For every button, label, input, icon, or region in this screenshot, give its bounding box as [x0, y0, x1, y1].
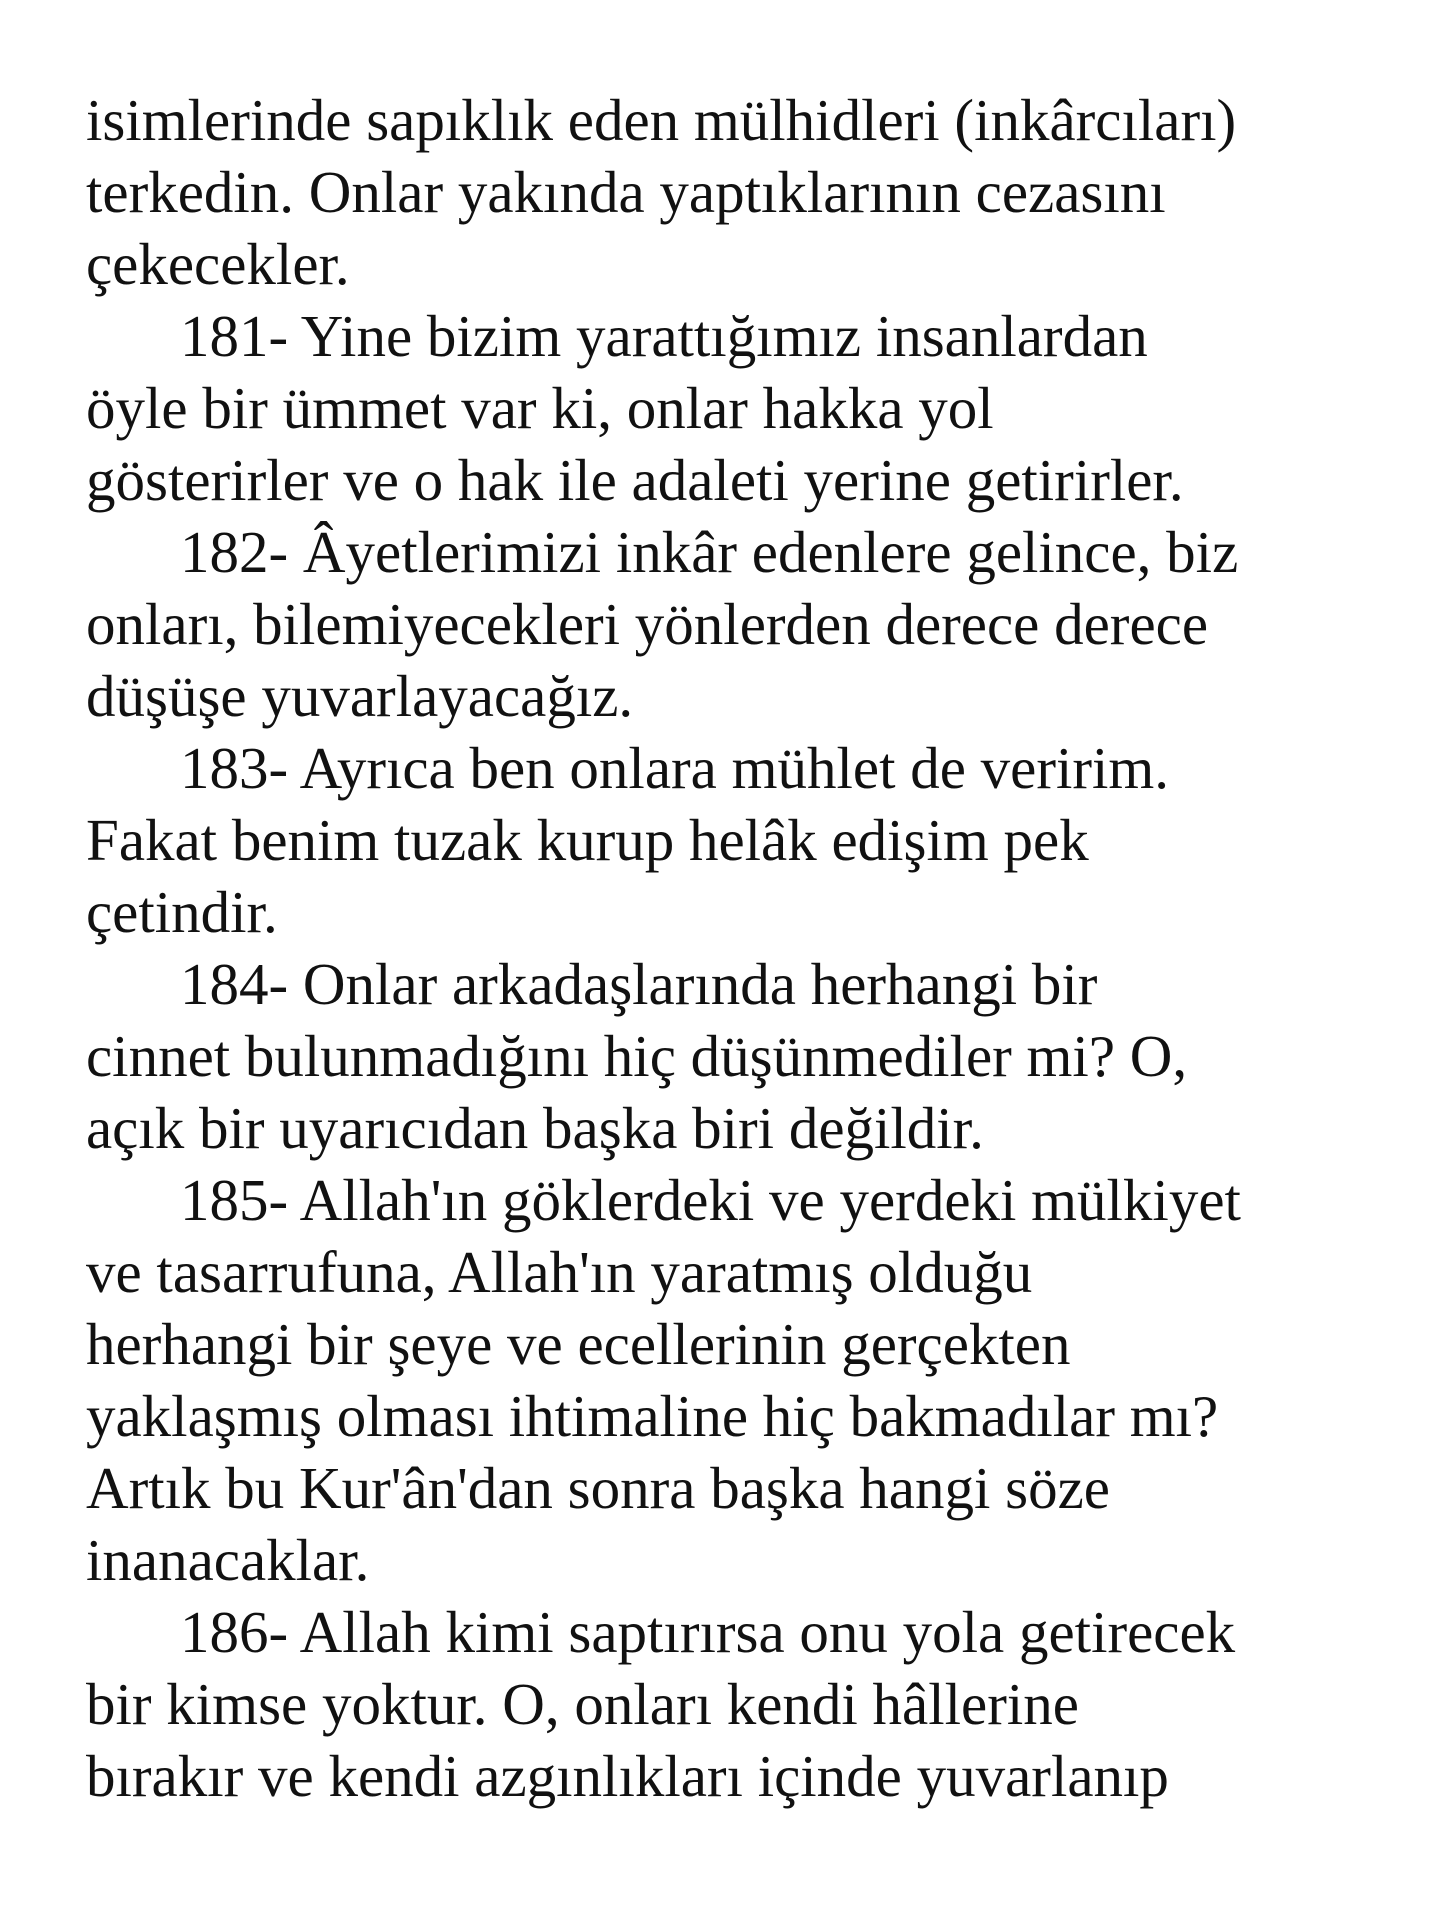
text-line: yaklaşmış olması ihtimaline hiç bakmadılar mı?: [86, 1383, 1219, 1449]
text-line: Fakat benim tuzak kurup helâk edişim pek: [86, 807, 1089, 873]
text-line: çetindir.: [86, 879, 278, 945]
text-line: cinnet bulunmadığını hiç düşünmediler mi? O,: [86, 1023, 1188, 1089]
verse-181-start: 181- Yine bizim yarattığımız insanlardan: [180, 303, 1148, 369]
text-line: terkedin. Onlar yakında yaptıklarının cezasını: [86, 159, 1166, 225]
text-line: gösterirler ve o hak ile adaleti yerine getirirler.: [86, 447, 1184, 513]
text-line: bırakır ve kendi azgınlıkları içinde yuvarlanıp: [86, 1743, 1169, 1809]
verse-186-start: 186- Allah kimi saptırırsa onu yola getirecek: [180, 1599, 1236, 1665]
text-line: çekecekler.: [86, 231, 350, 297]
verse-184-start: 184- Onlar arkadaşlarında herhangi bir: [180, 951, 1098, 1017]
text-line: açık bir uyarıcıdan başka biri değildir.: [86, 1095, 984, 1161]
verse-185-start: 185- Allah'ın göklerdeki ve yerdeki mülkiyet: [180, 1167, 1241, 1233]
text-line: herhangi bir şeye ve ecellerinin gerçekten: [86, 1311, 1071, 1377]
text-line: öyle bir ümmet var ki, onlar hakka yol: [86, 375, 994, 441]
text-line: bir kimse yoktur. O, onları kendi hâllerine: [86, 1671, 1079, 1737]
text-line: isimlerinde sapıklık eden mülhidleri (inkârcıları): [86, 87, 1237, 153]
verse-182-start: 182- Âyetlerimizi inkâr edenlere gelince, biz: [180, 519, 1239, 585]
verse-183-start: 183- Ayrıca ben onlara mühlet de veririm.: [180, 735, 1170, 801]
text-line: onları, bilemiyecekleri yönlerden derece derece: [86, 591, 1209, 657]
text-line: Artık bu Kur'ân'dan sonra başka hangi söze: [86, 1455, 1110, 1521]
text-line: ve tasarrufuna, Allah'ın yaratmış olduğu: [86, 1239, 1033, 1305]
text-line: inanacaklar.: [86, 1527, 370, 1593]
text-line: düşüşe yuvarlayacağız.: [86, 663, 634, 729]
verse-text-block: [86, 84, 1406, 1812]
